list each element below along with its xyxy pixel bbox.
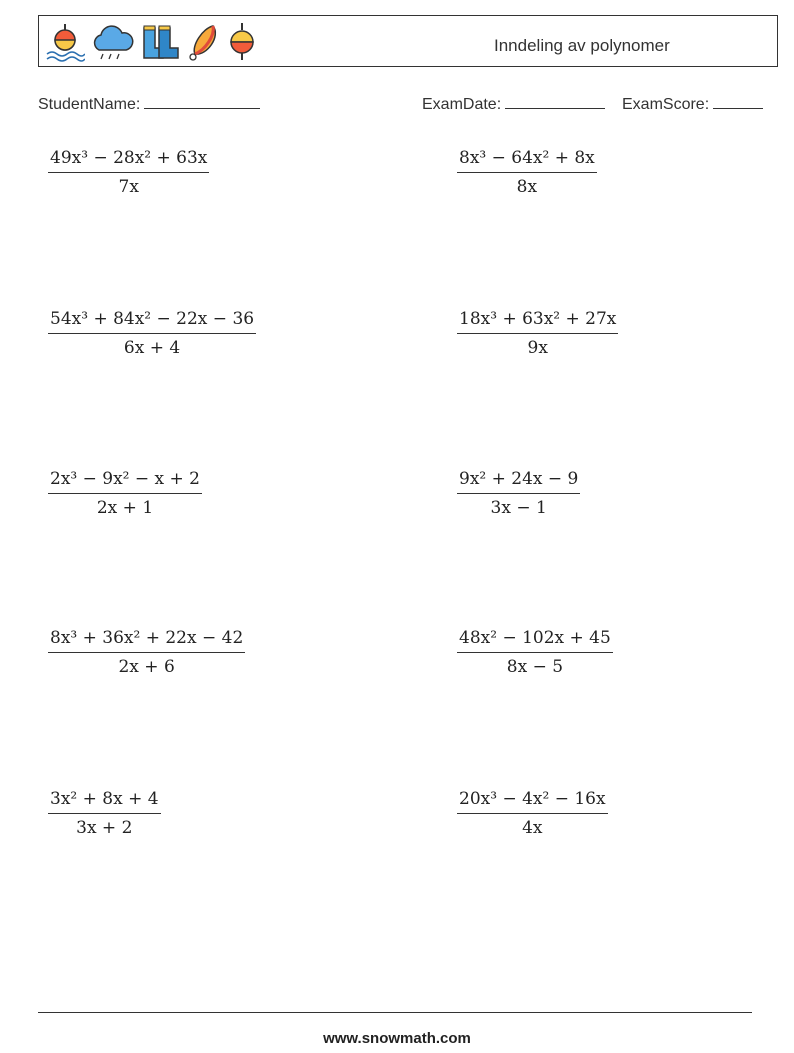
denominator: 6x + 4 [48,333,256,358]
exam-date-field[interactable] [422,94,605,114]
numerator: 3x² + 8x + 4 [50,789,159,809]
worksheet-title: Inndeling av polynomer [494,36,670,55]
denominator: 8x − 5 [457,652,613,677]
numerator: 18x³ + 63x² + 27x [459,309,617,329]
problem-2 [457,148,597,197]
fishing-bobber-icon [45,22,85,62]
numerator: 20x³ − 4x² − 16x [459,789,606,809]
rain-cloud-icon [89,22,135,62]
exam-score-field[interactable] [622,94,763,114]
denominator: 8x [457,172,597,197]
numerator: 9x² + 24x − 9 [459,469,579,489]
denominator: 9x [457,333,618,358]
denominator: 4x [457,813,608,838]
student-name-blank[interactable] [144,94,260,109]
numerator: 8x³ + 36x² + 22x − 42 [50,628,244,648]
fishing-lure-icon [185,22,221,62]
footer-divider [38,1012,752,1013]
rubber-boots-icon [139,22,181,62]
numerator: 48x² − 102x + 45 [459,628,611,648]
numerator: 49x³ − 28x² + 63x [50,148,208,168]
numerator: 2x³ − 9x² − x + 2 [50,469,200,489]
problem-6 [457,469,580,518]
problem-1 [48,148,209,197]
problem-4 [457,309,618,358]
exam-score-label: ExamScore: [622,96,710,113]
exam-score-blank[interactable] [713,94,763,109]
student-name-field[interactable] [38,94,260,114]
denominator: 2x + 1 [48,493,202,518]
header-icons [45,20,259,64]
problem-10 [457,789,608,838]
denominator: 7x [48,172,209,197]
denominator: 3x − 1 [457,493,580,518]
worksheet-header [38,15,778,67]
denominator: 3x + 2 [48,813,161,838]
footer-site: www.snowmath.com [323,1030,471,1047]
exam-date-blank[interactable] [505,94,605,109]
problem-8 [457,628,613,677]
numerator: 54x³ + 84x² − 22x − 36 [50,309,255,329]
float-icon [225,22,259,62]
exam-date-label: ExamDate: [422,96,502,113]
denominator: 2x + 6 [48,652,245,677]
problem-7 [48,628,245,677]
student-name-label: StudentName: [38,96,141,113]
problem-5 [48,469,202,518]
problem-3 [48,309,256,358]
problem-9 [48,789,161,838]
numerator: 8x³ − 64x² + 8x [459,148,595,168]
